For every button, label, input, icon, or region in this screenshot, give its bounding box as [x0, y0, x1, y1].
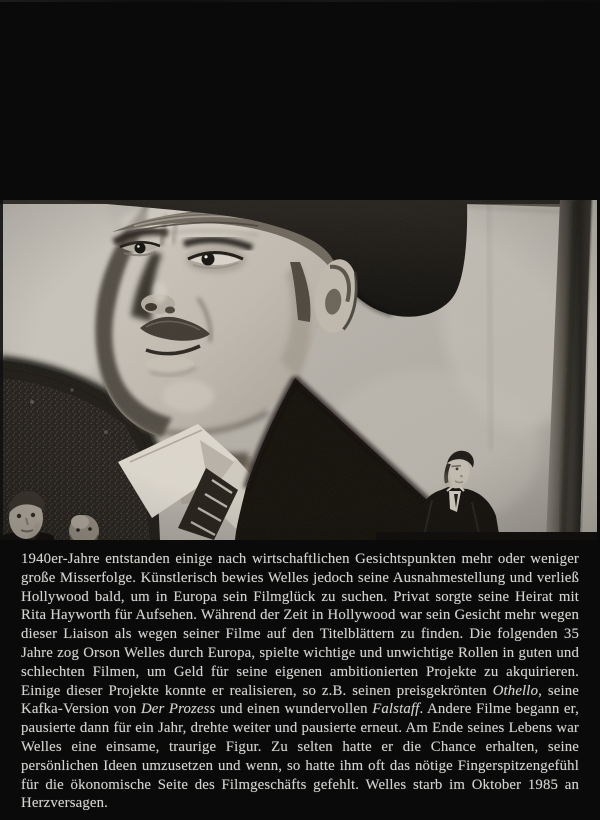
citizen-kane-photo — [0, 200, 597, 540]
article-text — [21, 550, 579, 813]
citizen-kane-photo-art — [0, 200, 597, 540]
paragraph: 1940er-Jahre entstanden einige nach wirtschaftlichen Gesichtspunkten mehr oder weniger große Misserfolge. Künstlerisch bewies Welles jedoch seine Ausnahmestellung und verließ Hollywood bald, um in Europa sein Filmglück zu suchen. Privat sorgte seine Heirat mit Rita Hayworth für Aufsehen. Während der Zeit in Hollywood war sein Gesicht mehr wegen dieser Liaison als wegen seiner Filme auf den Titelblättern zu finden. Die folgenden 35 Jahre zog Orson Welles durch Europa, spielte wichtige und unwichtige Rollen in guten und schlechten Filmen, um Geld für seine eigenen ambitionierten Projekte zu akquirieren. Einige dieser Projekte konnte er realisieren, so z.B. seinen preisgekrönten Othello, seine Kafka-Version von Der Prozess und einen wundervollen Falstaff. Andere Filme begann er, pausierte dann für ein Jahr, drehte weiter und pausierte erneut. Am Ende seines Lebens war Welles eine einsame, traurige Figur. Zu selten hatte er die Chance erhalten, seine persönlichen Ideen umzusetzen und wenn, so hatte ihm oft das nötige Fingerspitzengefühl für die ökonomische Seite des Filmgeschäfts gefehlt. Welles starb im Oktober 1985 an Herzversagen. — [21, 551, 579, 812]
